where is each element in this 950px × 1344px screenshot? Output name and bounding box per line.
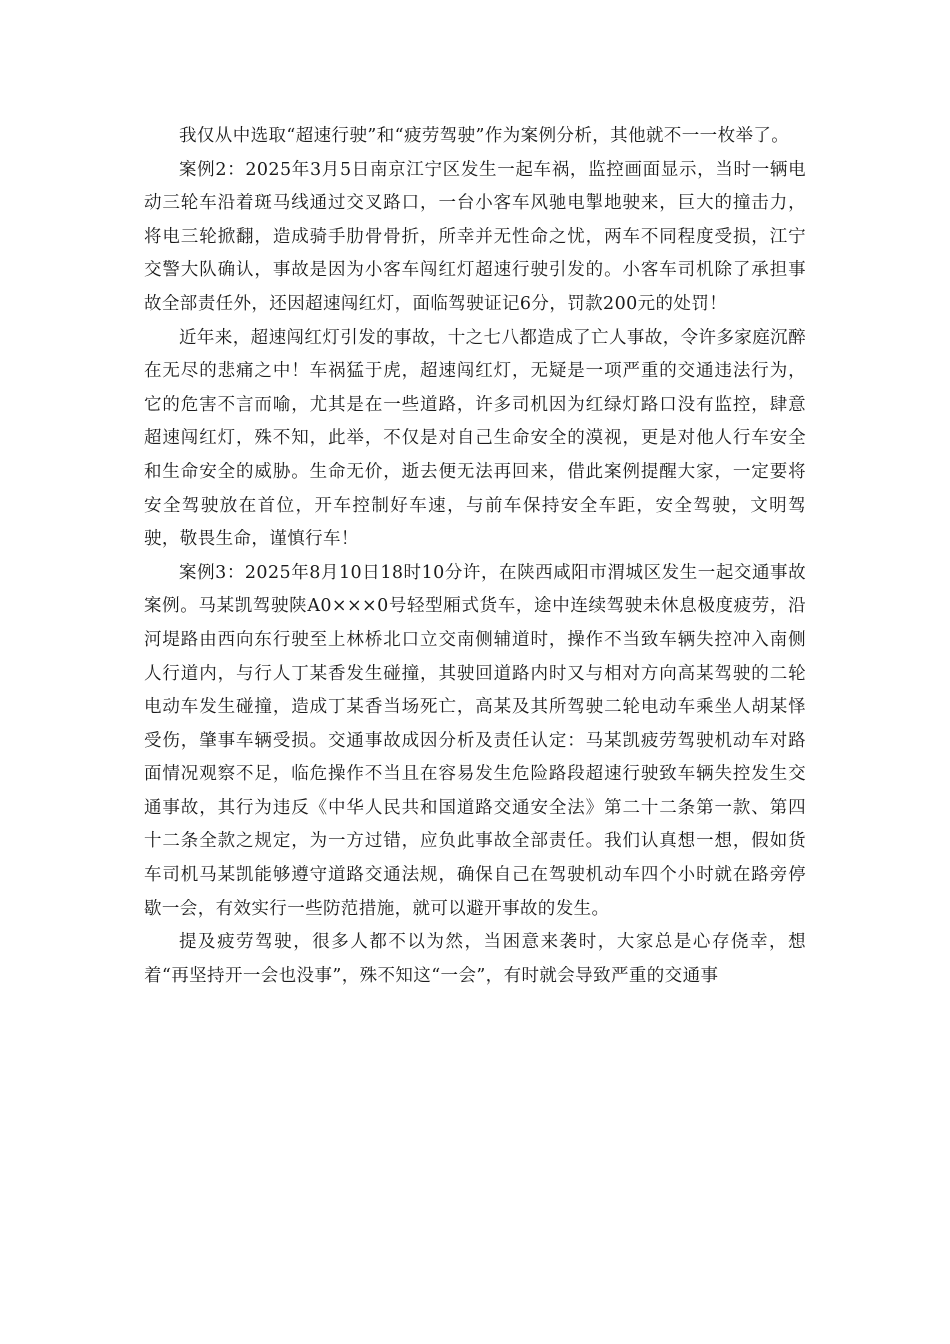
paragraph-commentary: 近年来，超速闯红灯引发的事故，十之七八都造成了亡人事故，令许多家庭沉醉在无尽的悲痛之中！车祸猛于虎，超速闯红灯，无疑是一项严重的交通违法行为，它的危害不言而喻，尤其是在一些道路，许多司机因为红绿灯路口没有监控，肆意超速闯红灯，殊不知，此举，不仅是对自己生命安全的漠视，更是对他人行车安全和生命安全的威胁。生命无价，逝去便无法再回来，借此案例提醒大家，一定要将安全驾驶放在首位，开车控制好车速，与前车保持安全车距，安全驾驶，文明驾驶，敬畏生命，谨慎行车！ <box>144 327 806 550</box>
document-body <box>144 120 806 993</box>
paragraph-case-3: 案例3：2025年8月10日18时10分许，在陕西咸阳市渭城区发生一起交通事故案例。马某凯驾驶陕A0×××0号轻型厢式货车，途中连续驾驶未休息极度疲劳，沿河堤路由西向东行驶至上林桥北口立交南侧辅道时，操作不当致车辆失控冲入南侧人行道内，与行人丁某香发生碰撞，其驶回道路内时又与相对方向高某驾驶的二轮电动车发生碰撞，造成丁某香当场死亡，高某及其所驾驶二轮电动车乘坐人胡某怿受伤，肇事车辆受损。交通事故成因分析及责任认定：马某凯疲劳驾驶机动车对路面情况观察不足，临危操作不当且在容易发生危险路段超速行驶致车辆失控发生交通事故，其行为违反《中华人民共和国道路交通安全法》第二十二条第一款、第四十二条全款之规定，为一方过错，应负此事故全部责任。我们认真想一想，假如货车司机马某凯能够遵守道路交通法规，确保自己在驾驶机动车四个小时就在路旁停歇一会，有效实行一些防范措施，就可以避开事故的发生。 <box>144 562 806 919</box>
paragraph-case-2: 案例2：2025年3月5日南京江宁区发生一起车祸，监控画面显示，当时一辆电动三轮车沿着斑马线通过交叉路口，一台小客车风驰电掣地驶来，巨大的撞击力，将电三轮掀翻，造成骑手肋骨骨折，所幸并无性命之忧，两车不同程度受损，江宁交警大队确认，事故是因为小客车闯红灯超速行驶引发的。小客车司机除了承担事故全部责任外，还因超速闯红灯，面临驾驶证记6分，罚款200元的处罚！ <box>144 159 806 314</box>
paragraph-intro: 我仅从中选取“超速行驶”和“疲劳驾驶”作为案例分析，其他就不一一枚举了。 <box>179 126 790 146</box>
paragraph-fatigue-driving: 提及疲劳驾驶，很多人都不以为然，当困意来袭时，大家总是心存侥幸，想着“再坚持开一会也没事”，殊不知这“一会”，有时就会导致严重的交通事 <box>144 932 806 986</box>
